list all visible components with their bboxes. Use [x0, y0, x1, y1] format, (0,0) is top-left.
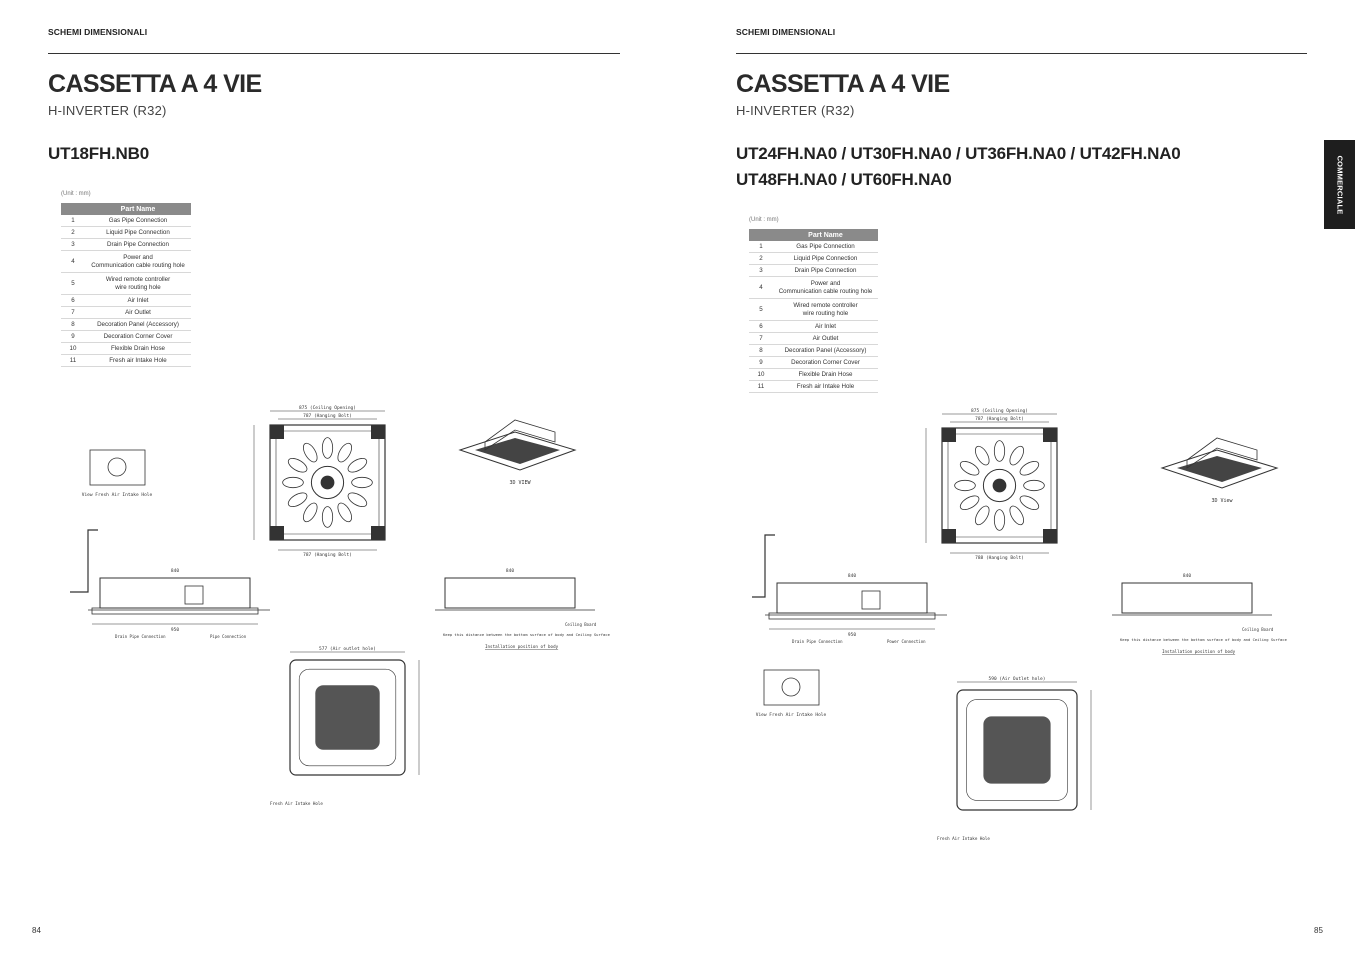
- corner-cover: [942, 428, 956, 442]
- part-number: 6: [61, 295, 85, 307]
- unit-label: (Unit : mm): [61, 191, 91, 197]
- table-row: [749, 265, 878, 277]
- part-number: 4: [749, 277, 773, 299]
- view-label: View Fresh Air Intake Hole: [81, 493, 153, 498]
- part-name: Power and Communication cable routing hole: [85, 251, 191, 273]
- grille-vane: [283, 477, 304, 487]
- corner-cover: [270, 425, 284, 439]
- part-number: 1: [61, 215, 85, 227]
- body-side-outline: [1122, 583, 1252, 613]
- pipe-box: [862, 591, 880, 609]
- part-name: Decoration Panel (Accessory): [773, 345, 878, 357]
- drawing-label: Ceiling Board: [565, 622, 597, 627]
- part-name: Wired remote controller wire routing hole: [773, 299, 878, 321]
- part-name: Air Inlet: [773, 321, 878, 333]
- fresh-air-hole: [782, 678, 800, 696]
- fresh-air-view: [90, 450, 145, 485]
- part-number: 10: [749, 369, 773, 381]
- part-name: Gas Pipe Connection: [85, 215, 191, 227]
- page-number: 84: [32, 926, 41, 935]
- part-name: Decoration Panel (Accessory): [85, 319, 191, 331]
- grille-vane: [1007, 444, 1026, 467]
- parts-table-body: [61, 215, 191, 367]
- drawing-label: Fresh Air Intake Hole: [937, 836, 990, 840]
- part-number: 8: [61, 319, 85, 331]
- section-label: SCHEMI DIMENSIONALI: [736, 27, 836, 37]
- parts-table: [61, 203, 191, 367]
- table-row: [61, 273, 191, 295]
- table-row: [749, 333, 878, 345]
- fresh-air-hole: [108, 458, 126, 476]
- part-number: 1: [749, 241, 773, 253]
- corner-cover: [371, 526, 385, 540]
- part-name: Decoration Corner Cover: [773, 357, 878, 369]
- part-number: 5: [61, 273, 85, 295]
- dimension-text: 577 (Air outlet hole): [319, 647, 376, 652]
- part-name: Air Outlet: [85, 307, 191, 319]
- part-name: Air Outlet: [773, 333, 878, 345]
- grille-vane: [1024, 480, 1045, 490]
- right-page: [677, 0, 1355, 958]
- part-name: Liquid Pipe Connection: [85, 227, 191, 239]
- table-row: [749, 321, 878, 333]
- drawing-label: Drain Pipe Connection: [115, 634, 166, 639]
- part-number: 3: [61, 239, 85, 251]
- part-name: Drain Pipe Connection: [85, 239, 191, 251]
- section-label: SCHEMI DIMENSIONALI: [48, 27, 148, 37]
- grille-vane: [1007, 504, 1026, 527]
- part-number: 2: [61, 227, 85, 239]
- grille-vane: [1018, 459, 1041, 478]
- page-title: CASSETTA A 4 VIE: [736, 70, 950, 98]
- grille-vane: [335, 441, 354, 464]
- page-number: 85: [1314, 926, 1323, 935]
- part-name: Power and Communication cable routing hole: [773, 277, 878, 299]
- part-name: Fresh air Intake Hole: [85, 355, 191, 367]
- part-name: Decoration Corner Cover: [85, 331, 191, 343]
- table-row: [749, 369, 878, 381]
- part-number: 7: [61, 307, 85, 319]
- table-header: Part Name: [85, 203, 191, 215]
- grille-vane: [301, 501, 320, 524]
- part-number: 9: [749, 357, 773, 369]
- corner-cover: [371, 425, 385, 439]
- dimension-text: 840: [505, 569, 515, 574]
- table-row: [61, 343, 191, 355]
- drawing-label: Installation position of body: [485, 644, 559, 649]
- dimension-text: 875 (Ceiling Opening): [299, 406, 356, 411]
- page-subtitle: H-INVERTER (R32): [48, 103, 167, 118]
- part-number: 7: [749, 333, 773, 345]
- dimensional-drawing: [752, 400, 1292, 840]
- grille-vane: [335, 501, 354, 524]
- dimension-text: 788 (Hanging Bolt): [975, 556, 1024, 561]
- part-name: Gas Pipe Connection: [773, 241, 878, 253]
- dimension-text: 787 (Hanging Bolt): [975, 417, 1024, 422]
- drawing-label: Drain Pipe Connection: [792, 639, 843, 644]
- grille-vane: [346, 490, 369, 509]
- corner-cover: [1043, 529, 1057, 543]
- table-header: Part Name: [773, 229, 878, 241]
- part-number: 3: [749, 265, 773, 277]
- grille-vane: [958, 459, 981, 478]
- table-row: [61, 251, 191, 273]
- grille-vane: [322, 507, 332, 528]
- unit-label: (Unit : mm): [749, 217, 779, 223]
- part-name: Air Inlet: [85, 295, 191, 307]
- part-name: Drain Pipe Connection: [773, 265, 878, 277]
- dimension-text: 950: [170, 628, 180, 633]
- grille-vane: [286, 490, 309, 509]
- left-page: [0, 0, 677, 958]
- grille-vane: [994, 441, 1004, 462]
- grille-vane: [955, 480, 976, 490]
- part-number: 11: [61, 355, 85, 367]
- corner-cover: [1043, 428, 1057, 442]
- grille-vane: [346, 456, 369, 475]
- table-row: [749, 345, 878, 357]
- grille-vane: [958, 493, 981, 512]
- grille-vane: [973, 444, 992, 467]
- model-names-line-1: UT24FH.NA0 / UT30FH.NA0 / UT36FH.NA0 / UT42FH.NA0: [736, 144, 1181, 163]
- table-row: [61, 355, 191, 367]
- grille-vane: [352, 477, 373, 487]
- drain-hose: [752, 535, 775, 597]
- drawing-label: Ceiling Board: [1242, 627, 1274, 632]
- grille-vane: [322, 438, 332, 459]
- page-title: CASSETTA A 4 VIE: [48, 70, 262, 98]
- part-number: 11: [749, 381, 773, 393]
- grille-vane: [286, 456, 309, 475]
- dimensional-drawing: [60, 395, 620, 805]
- table-row: [61, 239, 191, 251]
- fresh-air-view: [764, 670, 819, 705]
- table-row: [749, 253, 878, 265]
- table-row: [61, 227, 191, 239]
- part-number: 10: [61, 343, 85, 355]
- dimension-text: 840: [847, 574, 857, 579]
- side-tab-label: COMMERCIALE: [1335, 155, 1344, 214]
- table-row: [61, 215, 191, 227]
- part-number: 2: [749, 253, 773, 265]
- parts-table: [749, 229, 878, 393]
- dimension-text: 787 (Hanging Bolt): [303, 553, 352, 558]
- dimension-text: 787 (Hanging Bolt): [303, 414, 352, 419]
- panel-side-outline: [769, 613, 935, 619]
- table-row: [749, 241, 878, 253]
- bottom-grille: [983, 716, 1050, 783]
- bottom-grille: [315, 685, 379, 749]
- fan-hub: [993, 479, 1007, 493]
- table-row: [749, 357, 878, 369]
- table-row: [61, 331, 191, 343]
- drawing-label: Power Connection: [887, 639, 926, 644]
- drawing-label: Keep this distance between the bottom surface of body and Ceiling Surface: [443, 632, 610, 637]
- section-side-tab: [1324, 140, 1355, 229]
- dimension-text: 875 (Ceiling Opening): [971, 409, 1028, 414]
- model-name: UT18FH.NB0: [48, 144, 149, 163]
- part-name: Liquid Pipe Connection: [773, 253, 878, 265]
- view-label: View Fresh Air Intake Hole: [755, 713, 827, 718]
- drawing-label: Installation position of body: [1162, 649, 1236, 654]
- view-label: 3D View: [1211, 498, 1233, 504]
- part-number: 5: [749, 299, 773, 321]
- part-name: Flexible Drain Hose: [85, 343, 191, 355]
- header-rule: [736, 53, 1307, 54]
- drawing-label: Fresh Air Intake Hole: [270, 801, 323, 805]
- pipe-box: [185, 586, 203, 604]
- grille-vane: [301, 441, 320, 464]
- grille-vane: [1018, 493, 1041, 512]
- drawing-label: Keep this distance between the bottom surface of body and Ceiling Surface: [1120, 637, 1287, 642]
- header-rule: [48, 53, 620, 54]
- part-name: Wired remote controller wire routing hole: [85, 273, 191, 295]
- part-number: 6: [749, 321, 773, 333]
- body-side-outline: [777, 583, 927, 613]
- body-side-outline: [445, 578, 575, 608]
- panel-side-outline: [92, 608, 258, 614]
- dimension-text: 950: [847, 633, 857, 638]
- table-row: [61, 307, 191, 319]
- corner-cover: [270, 526, 284, 540]
- table-row: [749, 381, 878, 393]
- drawing-label: Pipe Connection: [210, 634, 247, 639]
- dimension-text: 840: [170, 569, 180, 574]
- parts-table-body: [749, 241, 878, 393]
- part-number: 4: [61, 251, 85, 273]
- table-row: [61, 295, 191, 307]
- grille-vane: [973, 504, 992, 527]
- part-name: Fresh air Intake Hole: [773, 381, 878, 393]
- part-name: Flexible Drain Hose: [773, 369, 878, 381]
- model-names-line-2: UT48FH.NA0 / UT60FH.NA0: [736, 170, 952, 189]
- body-side-outline: [100, 578, 250, 608]
- grille-vane: [994, 510, 1004, 531]
- fan-hub: [321, 476, 335, 490]
- table-row: [749, 299, 878, 321]
- part-number: 9: [61, 331, 85, 343]
- part-number: 8: [749, 345, 773, 357]
- dimension-text: 590 (Air Outlet hole): [988, 677, 1046, 682]
- page-subtitle: H-INVERTER (R32): [736, 103, 855, 118]
- drain-hose: [70, 530, 98, 592]
- view-label: 3D VIEW: [509, 480, 531, 486]
- table-row: [61, 319, 191, 331]
- dimension-text: 840: [1182, 574, 1192, 579]
- table-row: [749, 277, 878, 299]
- corner-cover: [942, 529, 956, 543]
